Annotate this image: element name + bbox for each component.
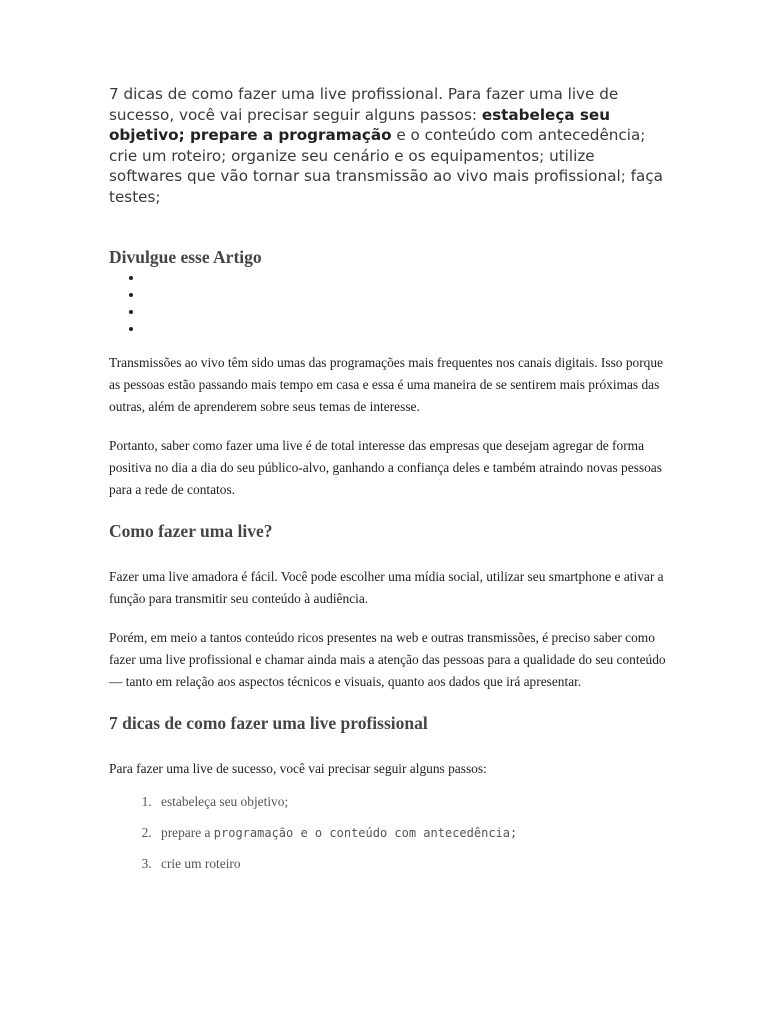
- share-item-4[interactable]: [143, 321, 669, 338]
- share-item-1[interactable]: [143, 270, 669, 287]
- step-text: prepare a: [161, 825, 214, 840]
- step-item: [155, 825, 669, 856]
- step-text: crie um roteiro: [161, 856, 241, 871]
- paragraph-portanto: Portanto, saber como fazer uma live é de total interesse das empresas que desejam agregar de forma positiva no dia a dia do seu público-alvo, ganhando a confiança deles e também atraindo novas pessoas para a rede de contatos.: [109, 438, 662, 497]
- steps-list: [109, 794, 669, 887]
- paragraph-amadora: Fazer uma live amadora é fácil. Você pode escolher uma mídia social, utilizar seu smartphone e ativar a função para transmitir seu conteúdo à audiência.: [109, 569, 664, 606]
- intro-bold-text: estabeleça seu objetivo; prepare a programação: [109, 105, 611, 144]
- heading-como-fazer: Como fazer uma live?: [109, 521, 273, 541]
- share-list: [109, 270, 669, 338]
- paragraph-passos: Para fazer uma live de sucesso, você vai precisar seguir alguns passos:: [109, 761, 487, 776]
- step-text-continued: programação e o conteúdo com antecedência;: [213, 826, 518, 840]
- step-item: [155, 856, 669, 887]
- heading-7-dicas: 7 dicas de como fazer uma live profissional: [109, 713, 428, 733]
- intro-summary: [109, 84, 669, 207]
- intro-text: 7 dicas de como fazer uma live profissional. Para fazer uma live de sucesso, você vai precisar seguir alguns passos:: [109, 85, 619, 124]
- share-item-3[interactable]: [143, 304, 669, 321]
- share-item-2[interactable]: [143, 287, 669, 304]
- step-item: [155, 794, 669, 825]
- share-heading: Divulgue esse Artigo: [109, 247, 262, 267]
- step-text: estabeleça seu objetivo;: [161, 794, 289, 809]
- article: [109, 84, 669, 887]
- intro-text-continued: e o conteúdo com antecedência; crie um roteiro; organize seu cenário e os equipamentos; utilize softwares que vão tornar sua transmissão ao vivo mais profissional; faça testes;: [109, 126, 663, 206]
- paragraph-porem: Porém, em meio a tantos conteúdo ricos presentes na web e outras transmissões, é preciso saber como fazer uma live profissional e chamar ainda mais a atenção das pessoas para a qualidade do seu conteúdo — tanto em relação aos aspectos técnicos e visuais, quanto aos dados que irá apresentar.: [109, 630, 666, 689]
- paragraph-transmissoes: Transmissões ao vivo têm sido umas das programações mais frequentes nos canais digitais. Isso porque as pessoas estão passando mais tempo em casa e essa é uma maneira de se sentirem mais próximas das outras, além de aprenderem sobre seus temas de interesse.: [109, 355, 664, 414]
